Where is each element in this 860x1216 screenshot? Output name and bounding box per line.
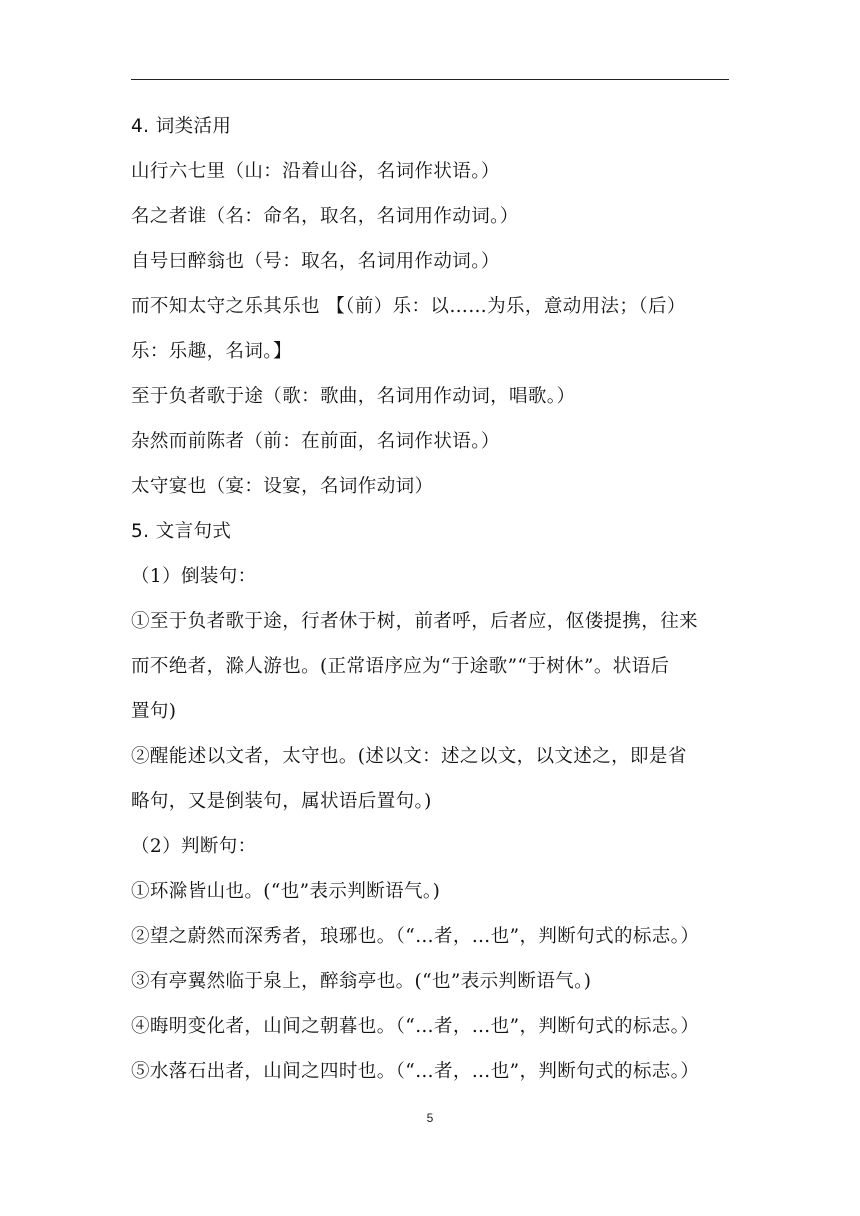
text-line: 略句，又是倒装句，属状语后置句。) (131, 791, 432, 812)
text-line: ③有亭翼然临于泉上，醉翁亭也。(“也”表示判断语气。) (131, 971, 592, 992)
text-line: ②醒能述以文者，太守也。(述以文：述之以文，以文述之，即是省 (131, 746, 687, 767)
text-line: 山行六七里（山：沿着山谷，名词作状语。） (131, 161, 500, 182)
text-line: 而不知太守之乐其乐也 【（前）乐：以……为乐，意动用法；（后） (131, 296, 686, 317)
document-body (131, 104, 731, 1094)
text-line: ④晦明变化者，山间之朝暮也。（“…者，…也”，判断句式的标志。） (131, 1016, 700, 1037)
text-line: 乐：乐趣，名词。】 (131, 341, 292, 362)
subheading-judgment: （2）判断句： (131, 836, 257, 857)
text-line: 置句) (131, 701, 177, 722)
text-line: ①环滁皆山也。(“也”表示判断语气。) (131, 881, 441, 902)
subheading-inversion: （1）倒装句： (131, 566, 257, 587)
header-rule (131, 79, 729, 80)
text-line: 至于负者歌于途（歌：歌曲，名词用作动词，唱歌。） (131, 386, 576, 407)
text-line: 名之者谁（名：命名，取名，名词用作动词。） (131, 206, 519, 227)
section-heading-word-class: 4. 词类活用 (131, 116, 232, 137)
text-line: 杂然而前陈者（前：在前面，名词作状语。） (131, 431, 500, 452)
text-line: ⑤水落石出者，山间之四时也。（“…者，…也”，判断句式的标志。） (131, 1061, 700, 1082)
text-line: 自号曰醉翁也（号：取名，名词用作动词。） (131, 251, 500, 272)
page-number: 5 (426, 1111, 434, 1125)
text-line: ①至于负者歌于途，行者休于树，前者呼，后者应，伛偻提携，往来 (131, 611, 699, 632)
text-line: 太守宴也（宴：设宴，名词作动词） (131, 476, 434, 497)
text-line: 而不绝者，滁人游也。(正常语序应为“于途歌”“于树休”。状语后 (131, 656, 670, 677)
section-heading-sentence-patterns: 5. 文言句式 (131, 521, 232, 542)
text-line: ②望之蔚然而深秀者，琅琊也。（“…者，…也”，判断句式的标志。） (131, 926, 700, 947)
